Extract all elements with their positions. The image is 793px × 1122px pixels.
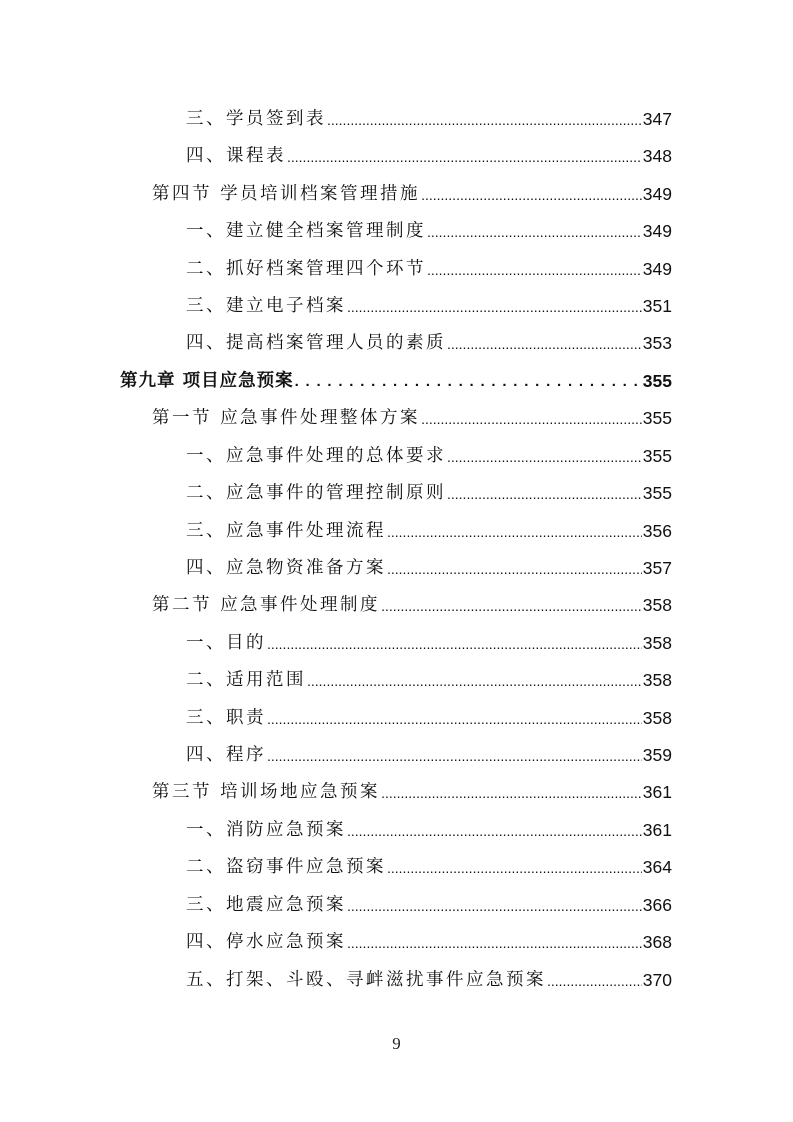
toc-entry-page: 361	[642, 820, 672, 840]
toc-leader-dots	[387, 857, 642, 881]
toc-entry-title: 三、地震应急预案	[186, 895, 346, 915]
toc-entry-title: 一、消防应急预案	[186, 820, 346, 840]
toc-entry-page: 349	[642, 184, 672, 204]
toc-entry[interactable]	[186, 329, 672, 357]
toc-leader-dots	[427, 259, 642, 283]
toc-entry-section[interactable]	[152, 591, 672, 619]
toc-entry-page: 358	[642, 708, 672, 728]
toc-entry[interactable]	[186, 255, 672, 283]
toc-leader-dots	[267, 633, 642, 657]
toc-entry-title: 一、应急事件处理的总体要求	[186, 446, 446, 466]
toc-entry-title: 一、建立健全档案管理制度	[186, 221, 426, 241]
toc-entry[interactable]	[186, 142, 672, 170]
toc-leader-dots	[381, 782, 642, 806]
toc-entry-title: 二、盗窃事件应急预案	[186, 857, 386, 877]
toc-entry-page: 358	[642, 595, 672, 615]
toc-entry[interactable]	[186, 891, 672, 919]
toc-leader-dots	[267, 708, 642, 732]
toc-entry-page: 366	[642, 895, 672, 915]
toc-entry-page: 357	[642, 558, 672, 578]
toc-entry-page: 355	[642, 408, 672, 428]
toc-entry-page: 358	[642, 670, 672, 690]
toc-entry-title: 第二节 应急事件处理制度	[152, 595, 381, 615]
toc-entry[interactable]	[186, 704, 672, 732]
toc-leader-dots	[387, 558, 642, 582]
toc-entry-title: 三、学员签到表	[186, 109, 326, 129]
toc-entry-title: 三、建立电子档案	[186, 296, 346, 316]
toc-entry-page: 355	[642, 371, 672, 391]
toc-entry-title: 四、停水应急预案	[186, 932, 346, 952]
toc-entry-page: 370	[642, 970, 672, 990]
toc-entry-page: 351	[642, 296, 672, 316]
toc-entry-page: 368	[642, 932, 672, 952]
toc-leader-dots	[421, 184, 642, 208]
toc-leader-dots	[387, 521, 642, 545]
toc-entry-title: 三、应急事件处理流程	[186, 521, 386, 541]
toc-entry-page: 349	[642, 221, 672, 241]
toc-leader-dots	[447, 483, 642, 507]
toc-entry-page: 359	[642, 745, 672, 765]
toc-entry-title: 四、课程表	[186, 146, 286, 166]
toc-entry-page: 353	[642, 333, 672, 353]
toc-leader-dots	[447, 446, 642, 470]
toc-leader-dots	[547, 970, 642, 994]
toc-entry[interactable]	[186, 292, 672, 320]
toc-leader-dots	[347, 820, 642, 844]
toc-entry[interactable]	[186, 928, 672, 956]
toc-entry-title: 二、抓好档案管理四个环节	[186, 259, 426, 279]
toc-entry-title: 第四节 学员培训档案管理措施	[152, 184, 421, 204]
toc-entry-title: 四、程序	[186, 745, 266, 765]
toc-entry-page: 361	[642, 782, 672, 802]
toc-entry-title: 一、目的	[186, 633, 266, 653]
toc-leader-dots	[287, 146, 642, 170]
toc-entry-chapter[interactable]	[120, 367, 672, 395]
toc-entry-title: 四、应急物资准备方案	[186, 558, 386, 578]
toc-leader-dots	[421, 408, 642, 432]
toc-entry[interactable]	[186, 105, 672, 133]
toc-entry[interactable]	[186, 217, 672, 245]
toc-entry-page: 355	[642, 483, 672, 503]
toc-entry-title: 第三节 培训场地应急预案	[152, 782, 381, 802]
toc-leader-dots	[347, 895, 642, 919]
toc-entry[interactable]	[186, 741, 672, 769]
toc-entry-title: 二、适用范围	[186, 670, 306, 690]
toc-leader-dots	[327, 109, 642, 133]
toc-entry-section[interactable]	[152, 778, 672, 806]
toc-entry[interactable]	[186, 442, 672, 470]
toc-entry-title: 第九章 项目应急预案	[120, 371, 294, 391]
toc-entry-page: 364	[642, 857, 672, 877]
toc-entry-page: 347	[642, 109, 672, 129]
toc-leader-dots	[347, 932, 642, 956]
toc-leader-dots	[307, 670, 642, 694]
toc-leader-dots	[267, 745, 642, 769]
toc-entry-title: 二、应急事件的管理控制原则	[186, 483, 446, 503]
toc-leader-dots	[295, 370, 642, 395]
toc-entry[interactable]	[186, 554, 672, 582]
toc-leader-dots	[381, 595, 642, 619]
toc-entry-title: 三、职责	[186, 708, 266, 728]
toc-entry-page: 358	[642, 633, 672, 653]
toc-entry-page: 348	[642, 146, 672, 166]
toc-leader-dots	[347, 296, 642, 320]
toc-entry-title: 五、打架、斗殴、寻衅滋扰事件应急预案	[186, 970, 546, 990]
toc-entry[interactable]	[186, 966, 672, 994]
toc-entry[interactable]	[186, 666, 672, 694]
page-number: 9	[392, 1034, 401, 1053]
toc-entry-title: 第一节 应急事件处理整体方案	[152, 408, 421, 428]
toc-entry-page: 356	[642, 521, 672, 541]
toc-entry-page: 349	[642, 259, 672, 279]
toc-entry[interactable]	[186, 853, 672, 881]
toc-entry[interactable]	[186, 629, 672, 657]
toc-entry[interactable]	[186, 517, 672, 545]
toc-entry-page: 355	[642, 446, 672, 466]
toc-entry[interactable]	[186, 479, 672, 507]
toc-entry-section[interactable]	[152, 404, 672, 432]
toc-entry-section[interactable]	[152, 180, 672, 208]
toc-entry-title: 四、提高档案管理人员的素质	[186, 333, 446, 353]
toc-leader-dots	[427, 221, 642, 245]
toc-entry[interactable]	[186, 816, 672, 844]
toc-leader-dots	[447, 333, 642, 357]
